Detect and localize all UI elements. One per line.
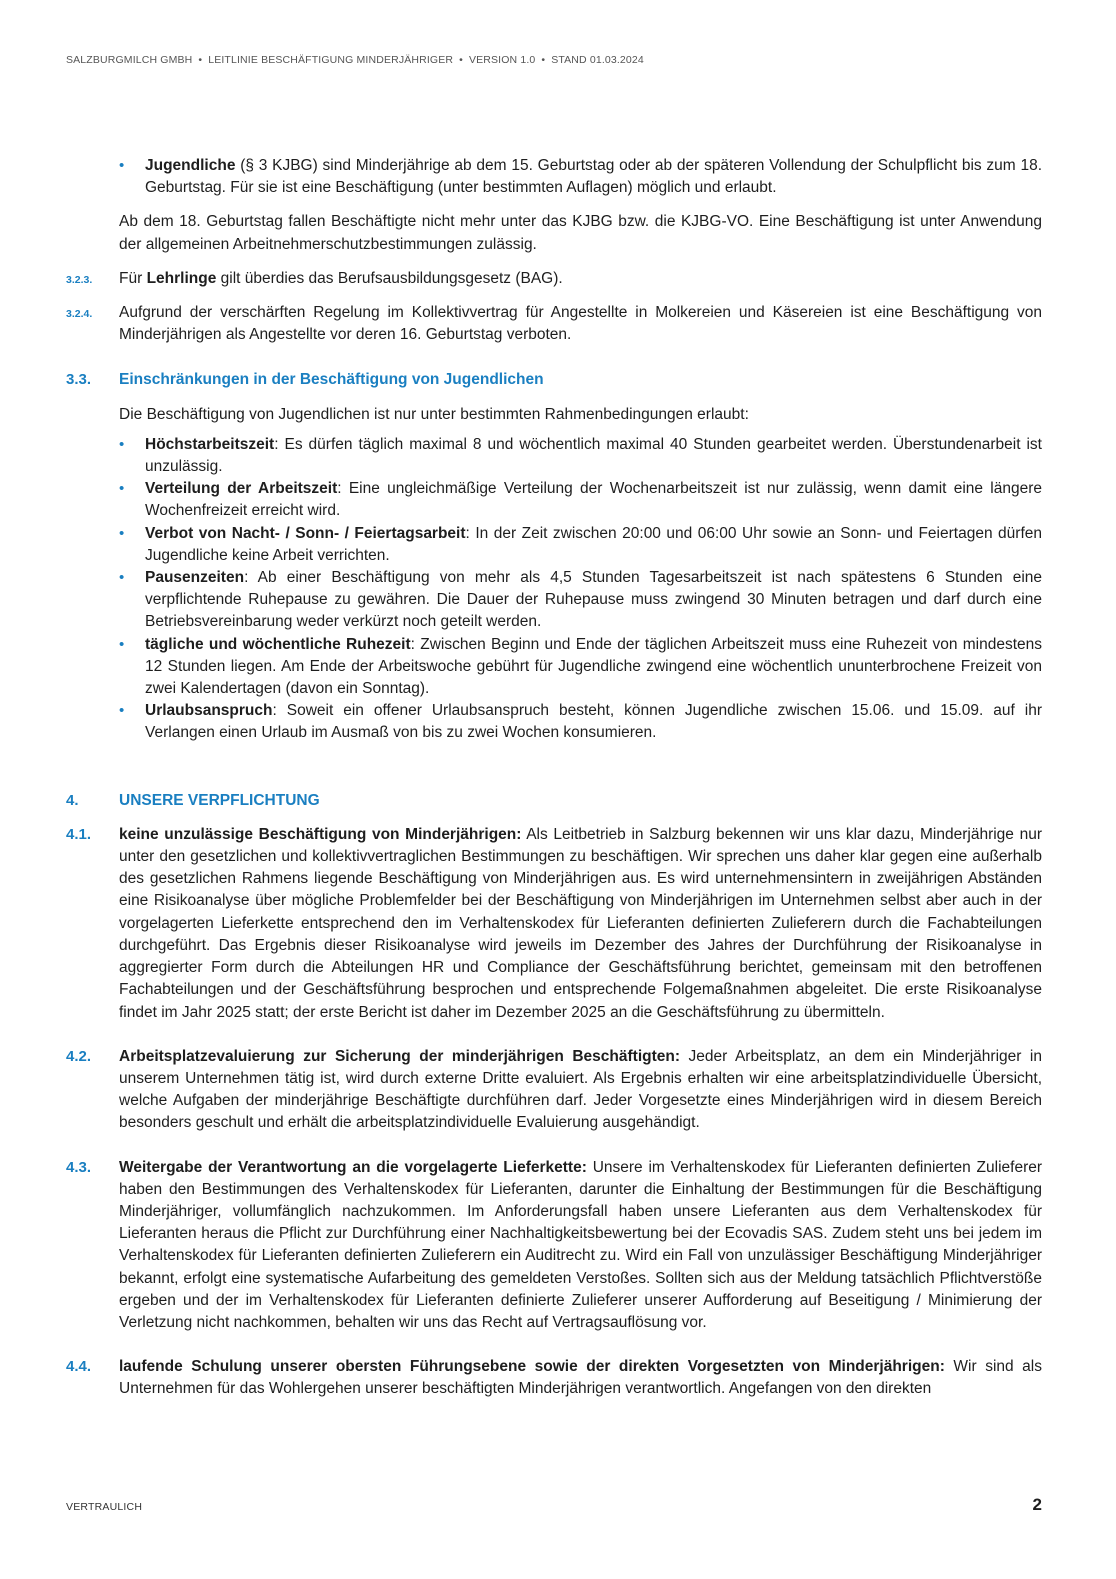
section-number: 3.2.4. [66, 308, 93, 321]
section-3-3-intro: Die Beschäftigung von Jugendlichen ist nur unter bestimmten Rahmenbedingungen erlaubt: [119, 405, 749, 423]
bullet-urlaubsanspruch [119, 700, 1042, 744]
bullet-dot-icon: • [119, 157, 125, 174]
bullet-term: Urlaubsanspruch [145, 702, 273, 720]
section-text: Unsere im Verhaltenskodex für Lieferanten definierten Zulieferer haben den Bestimmungen des Verhaltenskodex für Lieferanten, darunter die Einhaltung der Bestimmungen für die Beschäftigung Minderjähriger, vollumfänglich nachzukommen. Im Anforderungsfall haben unsere Lieferanten aus dem Verhaltenskodex für Lieferanten heraus die Pflicht zur Durchführung einer Nachhaltigkeitsbewertung bei der Ecovadis SAS. Zudem steht uns bei jedem im Verhaltenskodex für Lieferanten definierten Zulieferern ein Auditrecht zu. Wird ein Fall von unzulässiger Beschäftigung Minderjähriger bekannt, erfolgt eine systematische Aufarbeitung des gemeldeten Verstoßes. Sollten sich aus der Meldung tatsächlich Pflichtverstöße ergeben und der im Verhaltenskodex für Lieferanten definierte Zulieferer unserer Aufforderung auf Beseitigung / Minimierung der Verletzung nicht nachkommen, behalten wir uns das Recht auf Vertragsauflösung vor. [119, 1158, 1043, 1331]
section-title: UNSERE VERPFLICHTUNG [119, 791, 320, 809]
bullet-ruhezeit [119, 634, 1042, 701]
section-text: Als Leitbetrieb in Salzburg bekennen wir uns klar dazu, Minderjährige nur unter den gesetzlichen und kollektivvertraglichen Bestimmungen zu beschäftigen. Wir sprechen uns daher klar gegen eine außerhalb des gesetzlichen Rahmens liegende Beschäftigung von Minderjährigen aus. Es wird unternehmensintern in zweijährigen Abständen eine Risikoanalyse über mögliche Problemfelder bei der Beschäftigung von Minderjährigen im Unternehmen selbst aber auch in der vorgelagerten Lieferkette entsprechend den im Verhaltenskodex für Lieferanten definierten Zulieferern durch die Fachabteilungen durchgeführt. Das Ergebnis dieser Risikoanalyse wird jeweils im Dezember des Jahres der Durchführung der Risikoanalyse in aggregierter Form durch die Abteilungen HR und Compliance der Geschäftsführung berichtet, gemeinsam mit den betroffenen Fachabteilungen und der Geschäftsführung besprochen und entsprechende Folgemaßnahmen abgeleitet. Die erste Risikoanalyse findet im Jahr 2025 statt; der erste Bericht ist daher im Dezember 2025 an die Geschäftsführung zu übermitteln. [119, 825, 1042, 1021]
section-term: Lehrlinge [146, 269, 217, 287]
bullet-term: Pausenzeiten [145, 569, 245, 587]
header-doc-title: LEITLINIE BESCHÄFTIGUNG MINDERJÄHRIGER [208, 54, 454, 66]
page-header: SALZBURGMILCH GMBH • LEITLINIE BESCHÄFTIGUNG MINDERJÄHRIGER • VERSION 1.0 • STAND 01.03.2024 [66, 54, 644, 66]
header-version: VERSION 1.0 [468, 54, 536, 66]
section-term: Weitergabe der Verantwortung an die vorgelagerte Lieferkette: [119, 1158, 587, 1176]
bullet-dot-icon: • [119, 524, 125, 542]
section-number: 4.3. [66, 1158, 92, 1176]
bullet-pausenzeiten [119, 567, 1042, 634]
section-term: Arbeitsplatzevaluierung zur Sicherung der minderjährigen Beschäftigten: [119, 1047, 681, 1065]
bullet-dot-icon: • [119, 480, 125, 498]
bullet-dot-icon: • [119, 702, 125, 720]
header-date: STAND 01.03.2024 [551, 54, 644, 66]
bullet-jugendliche [119, 155, 1042, 199]
bullet-text: : Ab einer Beschäftigung von mehr als 4,5 Stunden Tagesarbeitszeit ist nach spätestens 6 Stunden eine verpflichtende Ruhepause zu gewähren. Die Dauer der Ruhepause muss zwingend 30 Minuten betragen und darf durch eine Betriebsvereinbarung weder verkürzt noch geteilt werden. [145, 569, 1042, 631]
bullet-text: : Zwischen Beginn und Ende der täglichen Arbeitszeit muss eine Ruhezeit von mindestens 12 Stunden liegen. Am Ende der Arbeitswoche gebührt für Jugendliche zwingend eine wöchentlich ununterbrochene Freizeit von zwei Kalendertagen (davon ein Sonntag). [145, 635, 1042, 698]
section-number: 3.2.3. [66, 273, 93, 286]
bullet-term: Verteilung der Arbeitszeit [145, 480, 338, 498]
document-body [66, 155, 1042, 1401]
paragraph-18: Ab dem 18. Geburtstag fallen Beschäftigte nicht mehr unter das KJBG bzw. die KJBG-VO. Eine Beschäftigung ist unter Anwendung der allgemeinen Arbeitnehmerschutzbestimmungen zulässig. [119, 213, 1042, 253]
section-3-3-heading [66, 369, 1042, 391]
header-company: SALZBURGMILCH GMBH [66, 54, 193, 66]
bullet-hoechstarbeitszeit [119, 434, 1042, 478]
jugendliche-bullet-list [66, 155, 1042, 199]
section-4-heading [66, 790, 1042, 812]
bullet-text: : Eine ungleichmäßige Verteilung der Wochenarbeitszeit ist nur zulässig, wenn damit eine längere Wochenfreizeit erreicht wird. [145, 480, 1042, 520]
bullet-dot-icon: • [119, 569, 125, 587]
section-number: 3.3. [66, 371, 92, 389]
section-text-pre: Für [119, 269, 147, 287]
section-text: Aufgrund der verschärften Regelung im Kollektivvertrag für Angestellte in Molkereien und Käsereien ist eine Beschäftigung von Minderjährigen als Angestellte vor deren 16. Geburtstag verboten. [119, 304, 1042, 344]
section-term: keine unzulässige Beschäftigung von Minderjährigen: [119, 825, 522, 843]
section-text: gilt überdies das Berufsausbildungsgesetz (BAG). [216, 269, 563, 287]
section-text: Wir sind als Unternehmen für das Wohlergehen unserer beschäftigten Minderjährigen verantwortlich. Angefangen von den direkten [119, 1358, 1042, 1398]
bullet-dot-icon: • [119, 635, 125, 653]
page-number: 2 [1032, 1495, 1042, 1514]
bullet-dot-icon: • [119, 435, 125, 453]
bullet-term: tägliche und wöchentliche Ruhezeit [145, 635, 411, 653]
bullet-text: : In der Zeit zwischen 20:00 und 06:00 Uhr sowie an Sonn- und Feiertagen dürfen Jugendliche keine Arbeit verrichten. [145, 524, 1042, 564]
section-4-2 [66, 1046, 1042, 1135]
footer-confidential: VERTRAULICH [66, 1501, 143, 1513]
bullet-term: Höchstarbeitszeit [145, 435, 275, 453]
bullet-nachtarbeit [119, 523, 1042, 567]
section-4-3 [66, 1157, 1042, 1335]
section-title: Einschränkungen in der Beschäftigung von Jugendlichen [119, 371, 544, 389]
section-term: laufende Schulung unserer obersten Führungsebene sowie der direkten Vorgesetzten von Minderjährigen: [119, 1358, 945, 1376]
section-text: Jeder Arbeitsplatz, an dem ein Minderjähriger in unserem Unternehmen tätig ist, wird durch externe Dritte evaluiert. Als Ergebnis erhalten wir eine arbeitsplatzindividuelle Übersicht, welche Aufgaben der minderjährige Beschäftigte durchführen darf. Jeder Vorgesetzte eines Minderjährigen wird in diesem Bereich besonders geschult und erhält die arbeitsplatzindividuelle Evaluierung ausgehändigt. [119, 1047, 1042, 1132]
section-number: 4.1. [66, 825, 92, 843]
section-number: 4. [66, 791, 79, 809]
section-3-2-4 [66, 302, 1042, 346]
bullet-text: : Soweit ein offener Urlaubsanspruch besteht, können Jugendliche zwischen 15.06. und 15.09. auf ihr Verlangen einen Urlaub im Ausmaß von bis zu zwei Wochen konsumieren. [145, 702, 1042, 742]
section-number: 4.4. [66, 1358, 92, 1376]
section-3-2-3 [66, 268, 1042, 290]
bullet-text: : Es dürfen täglich maximal 8 und wöchentlich maximal 40 Stunden gearbeitet werden. Überstundenarbeit ist unzulässig. [145, 435, 1042, 476]
bullet-verteilung [119, 478, 1042, 522]
bullet-term: Verbot von Nacht- / Sonn- / Feiertagsarbeit [145, 524, 466, 542]
bullet-term: Jugendliche [145, 157, 236, 174]
bullet-text: (§ 3 KJBG) sind Minderjährige ab dem 15. Geburtstag oder ab der späteren Vollendung der Schulpflicht bis zum 18. Geburtstag. Für sie ist eine Beschäftigung (unter bestimmten Auflagen) möglich und erlaubt. [145, 157, 1042, 197]
restrictions-list [66, 434, 1042, 745]
section-number: 4.2. [66, 1047, 92, 1065]
section-4-4 [66, 1356, 1042, 1400]
section-4-1 [66, 824, 1042, 1024]
